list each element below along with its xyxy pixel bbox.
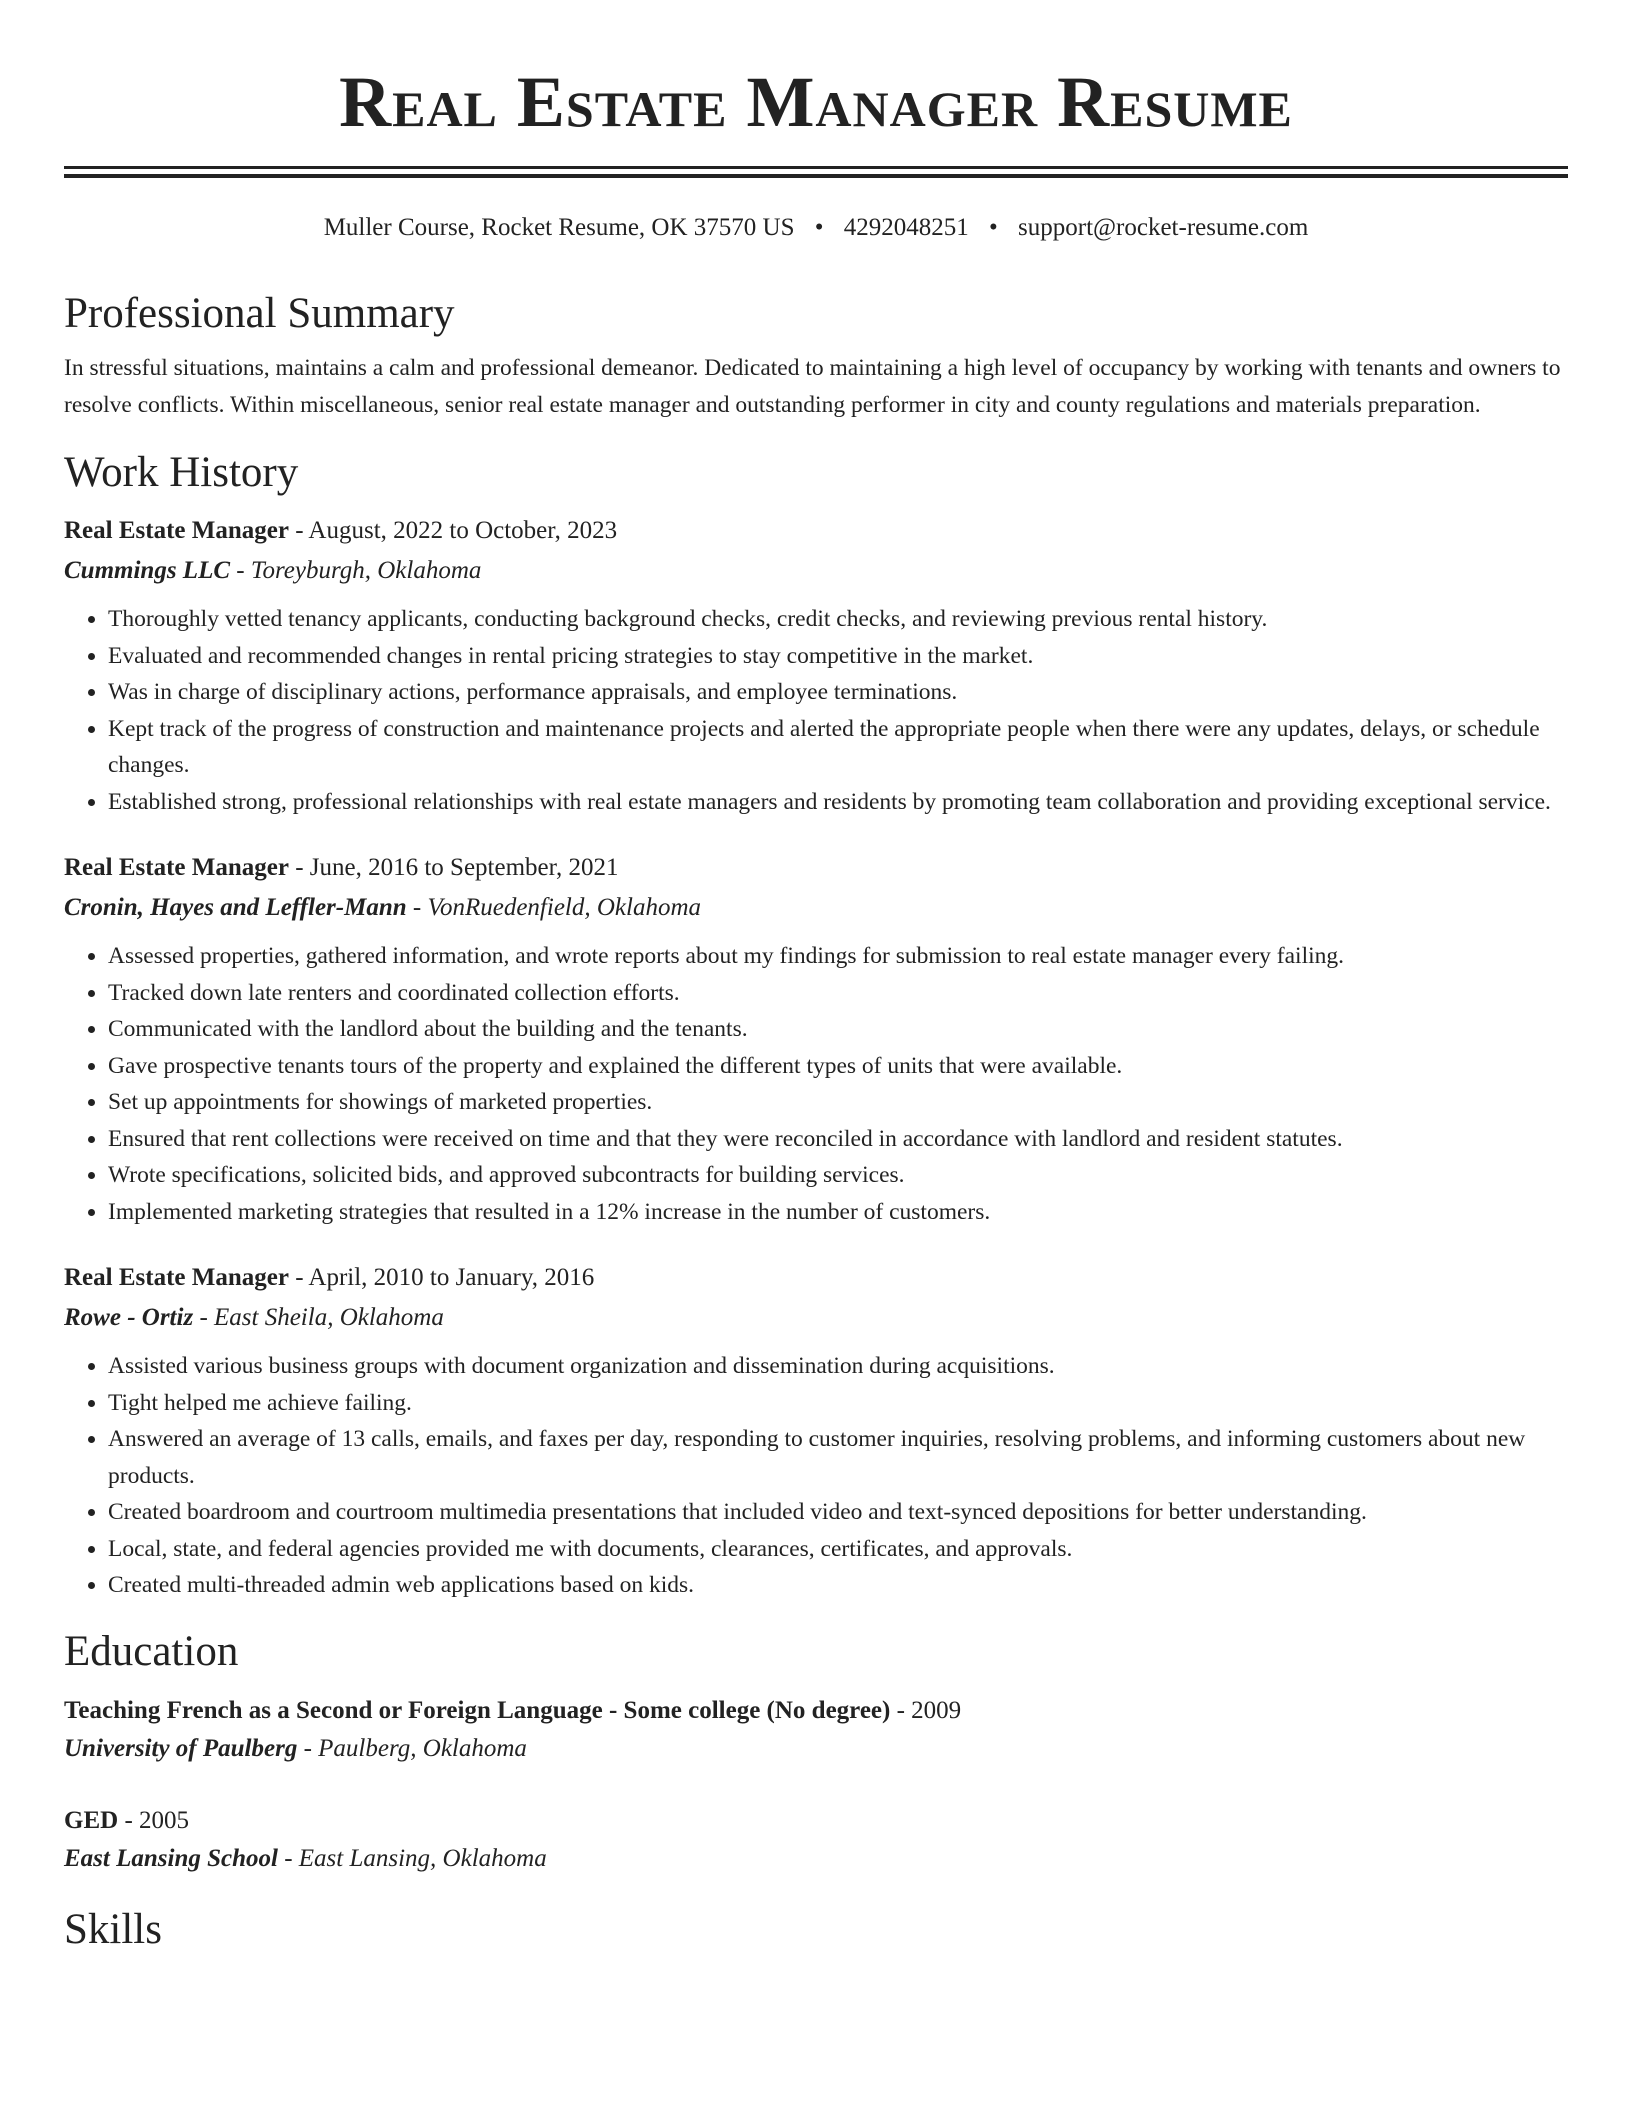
duty-item: • Ensured that rent collections were received on time and that they were reconciled in accordance with landlord and resident statutes. — [108, 1121, 1568, 1158]
job-employer — [64, 551, 1568, 591]
duty-item: • Thoroughly vetted tenancy applicants, conducting background checks, credit checks, and reviewing previous rental history. — [108, 601, 1568, 638]
dash: - — [124, 1806, 133, 1834]
duty-item: • Established strong, professional relationships with real estate managers and residents by promoting team collaboration and providing exceptional service. — [108, 784, 1568, 821]
job-role: Real Estate Manager — [64, 854, 289, 881]
duty-item: • Created multi-threaded admin web applications based on kids. — [108, 1567, 1568, 1604]
duty-item: • Kept track of the progress of construction and maintenance projects and alerted the appropriate people when there were any updates, delays, or schedule changes. — [108, 711, 1568, 784]
job-company: Rowe - Ortiz — [64, 1304, 194, 1331]
duty-item: • Evaluated and recommended changes in rental pricing strategies to stay competitive in the market. — [108, 638, 1568, 675]
job-dates: June, 2016 to September, 2021 — [309, 854, 619, 881]
education-degree: GED — [64, 1806, 119, 1834]
education-school: East Lansing School — [64, 1844, 278, 1872]
duty-item: • Gave prospective tenants tours of the property and explained the different types of units that were available. — [108, 1048, 1568, 1085]
education-year: 2009 — [911, 1696, 962, 1724]
education-year: 2005 — [139, 1806, 190, 1834]
dash: - — [295, 1264, 304, 1291]
duty-item: • Wrote specifications, solicited bids, and approved subcontracts for building services. — [108, 1157, 1568, 1194]
education-institution — [64, 1840, 1568, 1878]
contact-address: Muller Course, Rocket Resume, OK 37570 US — [323, 214, 795, 241]
job-dates: April, 2010 to January, 2016 — [308, 1264, 595, 1291]
education-degree: Teaching French as a Second or Foreign Language - Some college (No degree) — [64, 1696, 891, 1724]
duty-item: • Tight helped me achieve failing. — [108, 1385, 1568, 1422]
dash: - — [896, 1696, 905, 1724]
dash: - — [295, 854, 304, 881]
job-location: Toreyburgh, Oklahoma — [250, 557, 482, 584]
education-header — [64, 1692, 1568, 1730]
job-entry — [64, 848, 1568, 1230]
dash: - — [284, 1844, 293, 1872]
duty-item: • Assessed properties, gathered information, and wrote reports about my findings for submission to real estate manager every failing. — [108, 938, 1568, 975]
job-company: Cronin, Hayes and Leffler-Mann — [64, 894, 407, 921]
contact-phone: 4292048251 — [843, 214, 969, 241]
dash: - — [199, 1304, 208, 1331]
duty-item: • Local, state, and federal agencies provided me with documents, clearances, certificates, and approvals. — [108, 1531, 1568, 1568]
contact-email: support@rocket-resume.com — [1018, 214, 1309, 241]
dash: - — [236, 557, 245, 584]
duty-item: • Communicated with the landlord about the building and the tenants. — [108, 1011, 1568, 1048]
education-institution — [64, 1730, 1568, 1768]
job-company: Cummings LLC — [64, 557, 231, 584]
title-divider — [64, 166, 1568, 178]
job-header — [64, 1258, 1568, 1298]
dash: - — [295, 517, 304, 544]
education-location: Paulberg, Oklahoma — [318, 1734, 527, 1762]
education-entry — [64, 1692, 1568, 1768]
dash: - — [412, 894, 422, 921]
duty-item: • Assisted various business groups with document organization and dissemination during acquisitions. — [108, 1348, 1568, 1385]
contact-line — [64, 212, 1568, 244]
job-role: Real Estate Manager — [64, 1264, 289, 1291]
job-entry — [64, 511, 1568, 820]
job-duties — [64, 1348, 1568, 1604]
duty-item: • Set up appointments for showings of marketed properties. — [108, 1084, 1568, 1121]
job-dates: August, 2022 to October, 2023 — [308, 517, 618, 544]
education-entry — [64, 1802, 1568, 1878]
job-entry — [64, 1258, 1568, 1604]
job-employer — [64, 888, 1568, 928]
education-header — [64, 1802, 1568, 1840]
job-duties — [64, 601, 1568, 820]
dash: - — [303, 1734, 312, 1762]
summary-heading: Professional Summary — [64, 290, 455, 337]
job-location: East Sheila, Oklahoma — [214, 1304, 444, 1331]
skills-heading: Skills — [64, 1905, 162, 1953]
education-location: East Lansing, Oklahoma — [298, 1844, 547, 1872]
work-history-heading: Work History — [64, 449, 299, 496]
summary-text: In stressful situations, maintains a calm and professional demeanor. Dedicated to maintaining a high level of occupancy by working with tenants and owners to resolve conflicts. Within miscellaneous, senior real estate manager and outstanding performer in city and county regulations and materials preparation. — [64, 355, 1561, 418]
job-duties — [64, 938, 1568, 1230]
job-employer — [64, 1298, 1568, 1338]
job-location: VonRuedenfield, Oklahoma — [427, 894, 702, 921]
education-school: University of Paulberg — [64, 1734, 298, 1762]
job-header — [64, 848, 1568, 888]
duty-item: • Answered an average of 13 calls, emails, and faxes per day, responding to customer inquiries, resolving problems, and informing customers about new products. — [108, 1421, 1568, 1494]
duty-item: • Implemented marketing strategies that resulted in a 12% increase in the number of customers. — [108, 1194, 1568, 1231]
duty-item: • Created boardroom and courtroom multimedia presentations that included video and text-synced depositions for better understanding. — [108, 1494, 1568, 1531]
contact-separator: • — [814, 214, 824, 241]
education-heading: Education — [64, 1627, 239, 1675]
duty-item: • Tracked down late renters and coordinated collection efforts. — [108, 975, 1568, 1012]
contact-separator: • — [989, 214, 998, 241]
duty-item: • Was in charge of disciplinary actions, performance appraisals, and employee terminations. — [108, 674, 1568, 711]
job-header — [64, 511, 1568, 551]
job-role: Real Estate Manager — [64, 517, 289, 544]
resume-title: Real Estate Manager Resume — [339, 62, 1293, 142]
